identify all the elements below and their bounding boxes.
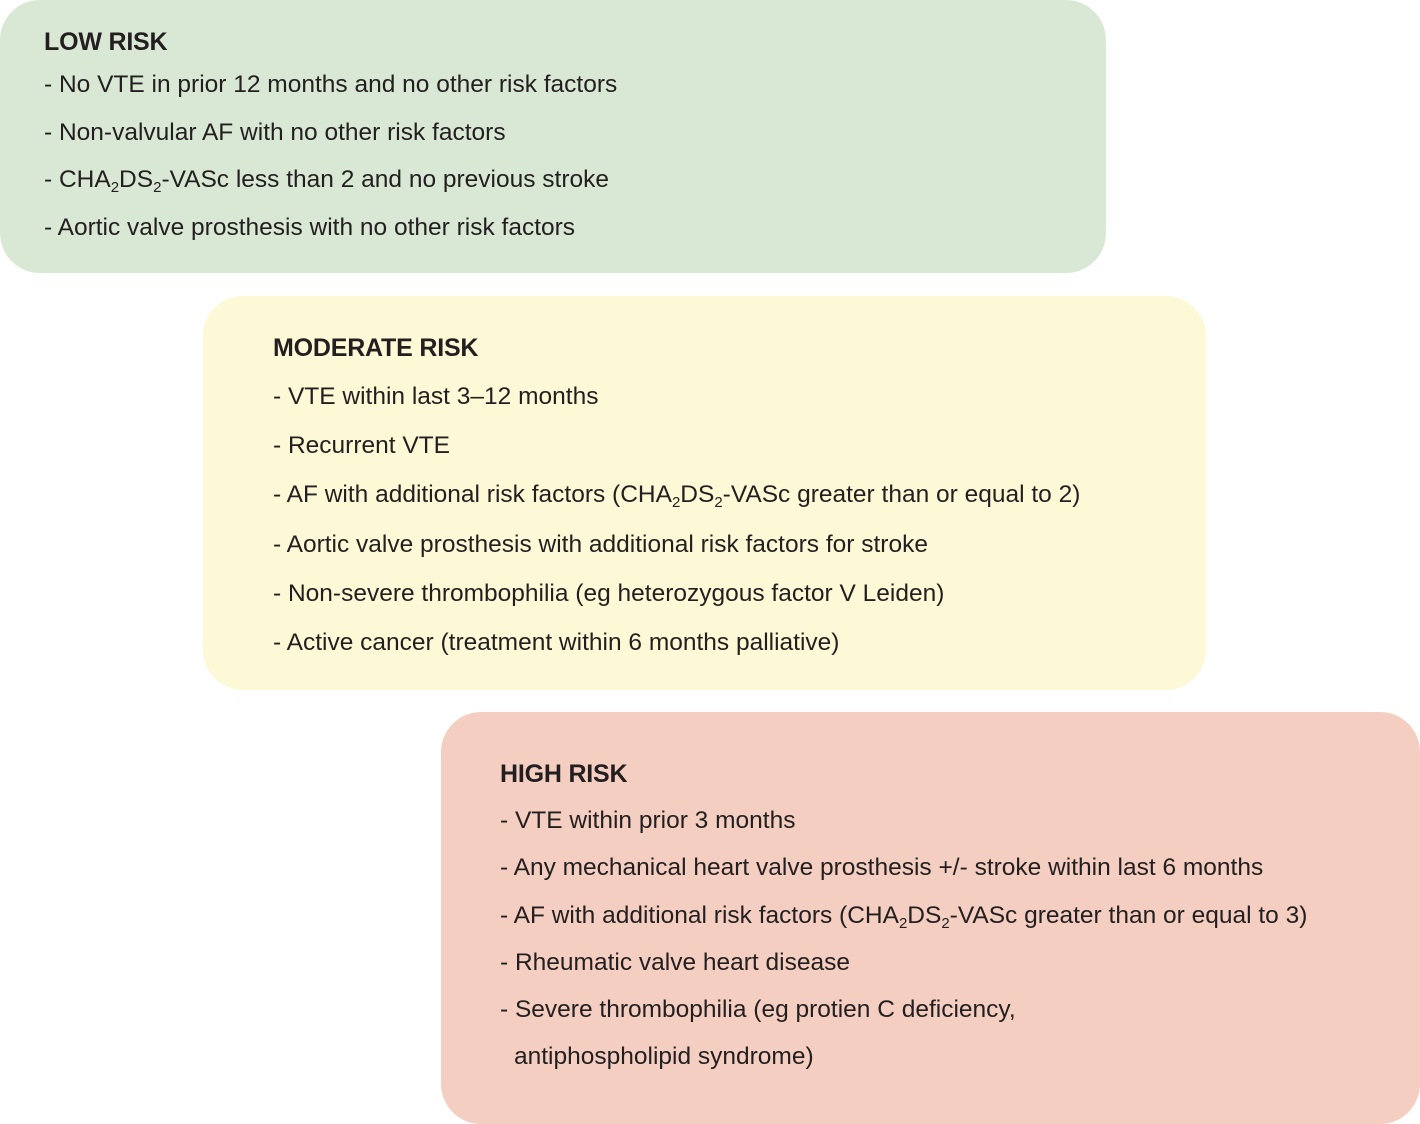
item-text: - AF with additional risk factors (CHA xyxy=(273,481,672,509)
low-risk-item: - Aortic valve prosthesis with no other risk factors xyxy=(44,213,576,241)
subscript: 2 xyxy=(153,179,162,196)
item-text: DS xyxy=(680,481,715,509)
item-text: -VASc greater than or equal to 2) xyxy=(722,481,1081,509)
high-risk-item xyxy=(500,892,1420,939)
item-text: -VASc greater than or equal to 3) xyxy=(949,901,1308,929)
high-risk-item-continuation: antiphospholipid syndrome) xyxy=(514,1043,814,1071)
moderate-risk-list xyxy=(273,372,1206,667)
item-text: -VASc less than 2 and no previous stroke xyxy=(161,166,610,193)
moderate-risk-item: - Aortic valve prosthesis with additional risk factors for stroke xyxy=(273,530,928,558)
moderate-risk-item xyxy=(273,470,1206,519)
moderate-risk-item: - Recurrent VTE xyxy=(273,432,450,460)
high-risk-item: - VTE within prior 3 months xyxy=(500,807,796,834)
low-risk-item xyxy=(44,156,1106,204)
item-text: DS xyxy=(119,166,154,193)
subscript: 2 xyxy=(110,179,120,196)
high-risk-item: - Rheumatic valve heart disease xyxy=(500,948,850,976)
subscript: 2 xyxy=(941,914,950,932)
low-risk-box xyxy=(0,0,1106,273)
high-risk-title: HIGH RISK xyxy=(500,760,628,788)
low-risk-list xyxy=(44,61,1106,251)
moderate-risk-item: - VTE within last 3–12 months xyxy=(273,383,599,410)
low-risk-item: - No VTE in prior 12 months and no other risk factors xyxy=(44,71,618,98)
high-risk-list xyxy=(500,797,1420,1081)
item-text: - AF with additional risk factors (CHA xyxy=(500,901,899,929)
subscript: 2 xyxy=(898,914,908,932)
moderate-risk-box xyxy=(203,296,1206,690)
item-text: - CHA xyxy=(44,166,111,193)
high-risk-item: - Any mechanical heart valve prosthesis +/- stroke within last 6 months xyxy=(500,854,1264,882)
subscript: 2 xyxy=(671,494,681,512)
moderate-risk-title: MODERATE RISK xyxy=(273,334,479,362)
subscript: 2 xyxy=(714,494,723,512)
moderate-risk-item: - Active cancer (treatment within 6 months palliative) xyxy=(273,629,840,657)
high-risk-item: - Severe thrombophilia (eg protien C deficiency, xyxy=(500,996,1016,1024)
high-risk-box xyxy=(441,712,1420,1124)
item-text: DS xyxy=(907,901,942,929)
low-risk-item: - Non-valvular AF with no other risk factors xyxy=(44,118,506,146)
moderate-risk-item: - Non-severe thrombophilia (eg heterozygous factor V Leiden) xyxy=(273,579,945,607)
low-risk-title: LOW RISK xyxy=(44,28,168,56)
